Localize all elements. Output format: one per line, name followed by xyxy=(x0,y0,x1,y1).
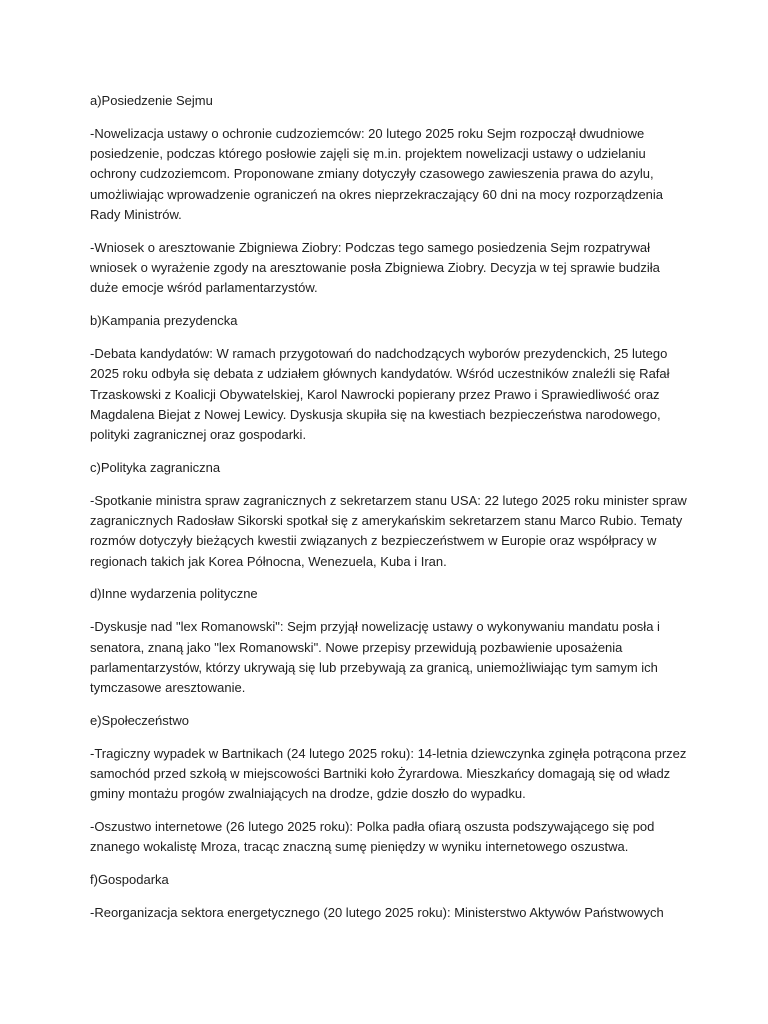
paragraph-nowelizacja-ustawy: -Nowelizacja ustawy o ochronie cudzoziemców: 20 lutego 2025 roku Sejm rozpoczął dwudniowe posiedzenie, podczas którego posłowie zajęli się m.in. projektem nowelizacji ustawy o udzielaniu ochrony cudzoziemcom. Proponowane zmiany dotyczyły czasowego zawieszenia prawa do azylu, umożliwiając wprowadzenie ograniczeń na okres nieprzekraczający 60 dni na mocy rozporządzenia Rady Ministrów. xyxy=(90,125,664,222)
paragraph-reorganizacja-energetyki: -Reorganizacja sektora energetycznego (20 lutego 2025 roku): Ministerstwo Aktywów Państwowych xyxy=(90,905,664,920)
section-heading-kampania-prezydencka: b)Kampania prezydencka xyxy=(90,313,238,329)
paragraph-spotkanie-ministra: -Spotkanie ministra spraw zagranicznych z sekretarzem stanu USA: 22 lutego 2025 roku minister spraw zagranicznych Radosław Sikorski spotkał się z amerykańskim sekretarzem stanu Marco Rubio. Tematy rozmów dotyczyły bieżących kwestii związanych z bezpieczeństwem w Europie oraz współpracy w regionach takich jak Korea Północna, Wenezuela, Kuba i Iran. xyxy=(90,492,687,569)
section-heading-spoleczenstwo: e)Społeczeństwo xyxy=(90,712,189,728)
paragraph-wypadek-bartniki: -Tragiczny wypadek w Bartnikach (24 lutego 2025 roku): 14-letnia dziewczynka zginęła potrącona przez samochód przed szkołą w miejscowości Bartniki koło Żyrardowa. Mieszkańcy domagają się od władz gminy montażu progów zwalniających na drodze, gdzie doszło do wypadku. xyxy=(90,745,687,802)
document-body xyxy=(90,91,690,936)
section-heading-polityka-zagraniczna: c)Polityka zagraniczna xyxy=(90,459,221,475)
section-heading-inne-wydarzenia: d)Inne wydarzenia polityczne xyxy=(90,586,258,602)
section-heading-gospodarka: f)Gospodarka xyxy=(90,872,169,888)
paragraph-lex-romanowski: -Dyskusje nad "lex Romanowski": Sejm przyjął nowelizację ustawy o wykonywaniu mandatu posła i senatora, znaną jako "lex Romanowski". Nowe przepisy przewidują pozbawienie uposażenia parlamentarzystów, którzy ukrywają się lub przebywają za granicą, uniemożliwiając tym samym ich tymczasowe aresztowanie. xyxy=(90,619,660,696)
section-heading-posiedzenie-sejmu: a)Posiedzenie Sejmu xyxy=(90,93,213,108)
paragraph-oszustwo-internetowe: -Oszustwo internetowe (26 lutego 2025 roku): Polka padła ofiarą oszusta podszywającego się pod znanego wokalistę Mroza, tracąc znaczną sumę pieniędzy w wyniku internetowego oszustwa. xyxy=(90,819,655,855)
paragraph-debata-kandydatow: -Debata kandydatów: W ramach przygotowań do nadchodzących wyborów prezydenckich, 25 lutego 2025 roku odbyła się debata z udziałem głównych kandydatów. Wśród uczestników znaleźli się Rafał Trzaskowski z Koalicji Obywatelskiej, Karol Nawrocki popierany przez Prawo i Sprawiedliwość oraz Magdalena Biejat z Nowej Lewicy. Dyskusja skupiła się na kwestiach bezpieczeństwa narodowego, polityki zagranicznej oraz gospodarki. xyxy=(90,345,670,443)
paragraph-wniosek-ziobro: -Wniosek o aresztowanie Zbigniewa Ziobry: Podczas tego samego posiedzenia Sejm rozpatrywał wniosek o wyrażenie zgody na aresztowanie posła Zbigniewa Ziobry. Decyzja w tej sprawie budziła duże emocje wśród parlamentarzystów. xyxy=(90,239,660,296)
